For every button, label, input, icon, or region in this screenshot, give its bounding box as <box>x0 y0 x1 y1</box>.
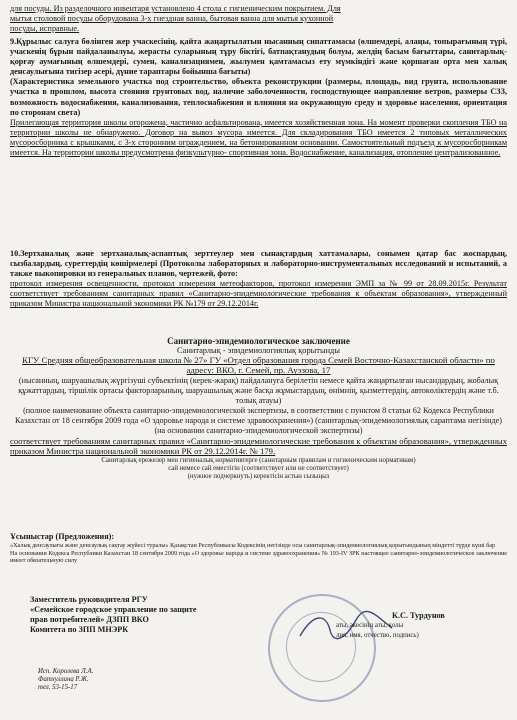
signature-note-1: аты, әкесінің аты, қолы <box>336 622 404 629</box>
top-line-2: мытья столовой посуды оборудована 3-х гнездная ванна, бытовая ванна для мытья кухонной <box>10 14 334 24</box>
ru-note: (полное наименование объекта санитарно-эпидемиологической экспертизы, в соответствии с пунктом 8 статьи 62 Кодекса Республики Казахстан от 18 сентября 2009 года «О здоровье народа и системе здравоохранения») (санитарлық-эпидемиологиялық сараптама негізінде) (на основании санитарно-эпидемиологической экспертизы) <box>14 406 503 436</box>
footer-executor-2: Фатхуллина Р.Ж. <box>38 676 89 684</box>
section-9-text: Прилегающая территория школы огорожена, частично асфальтирована, имеется хозяйственная зона. На момент проверки скопления ТБО на территории школы не обнаружено. Договор на вывоз мусора имеется. Для складирования ТБО имеется 2 типовых металлических мусоросборника с крышками, с 3-х сторонним ограждением, на бетонированном основании. Самостоятельный подъезд к мусоросборникам имеется. На территории школы предусмотрена физкультурно- спортивная зона. Водоснабжение, канализация, отопление централизованное. <box>10 117 507 158</box>
top-line-3: посуды, исправные. <box>10 24 80 34</box>
signer-name: К.С. Турдунов <box>392 611 445 620</box>
top-paragraph <box>10 4 507 34</box>
footer-block <box>38 668 93 693</box>
norm-line-2: сай немесе сай еместігін (соответствует или не соответствует) <box>168 464 349 472</box>
conclusion-title: Санитарно-эпидемиологическое заключение <box>167 336 350 346</box>
norm-line-1: Санитарлық ережелер мен гигиеналық нормативтерге (санитарным правилам и гигиеническим нормативам) <box>101 456 416 464</box>
proposals-block <box>10 532 507 565</box>
signer-position-1: Заместитель руководителя РГУ <box>30 595 148 604</box>
conclusion-block <box>10 336 507 481</box>
proposals-line-1: «Халық денсаулығы және денсаулық сақтау жүйесі туралы» Қазақстан Республикасы Кодексінің негізінде осы санитарлық-эпидемиологиялық қорытындының міндетті түрде күші бар <box>10 542 496 550</box>
section-9 <box>10 37 507 158</box>
footer-phone: тел. 53-15-17 <box>38 684 78 692</box>
signer-position-4: Комитета по ЗПП МНЭРК <box>30 625 129 635</box>
footer-executor: Исп. Королева Л.А. <box>38 668 94 675</box>
result-text: соответствует требованиям санитарных правил «Санитарно-эпидемиологические требования к объектам образования», утвержденных приказом Министра национальной экономики РК от 29.12.2014г. № 179. <box>10 436 507 457</box>
signer-position-2: «Семейское городское управление по защите <box>30 605 197 615</box>
section-10-text: протокол измерения освещенности, протокол измерения метеофакторов, протокол измерения ЭМП за № 99 от 28.09.2015г. Результат соответствует требованиям санитарных правил «Санитарно-эпидемиологические требования к объектам образования», утвержденный приказом Министра национальной экономики РК №179 от 29.12.2014г. <box>10 279 507 309</box>
section-9-ru: (Характеристика земельного участка под строительство, объекта реконструкции (размеры, площадь, вид грунта, использование участка в прошлом, высота стояния грунтовых вод, наличие заболоченности, господствующее направление ветров, размеры СЗЗ, возможность водоснабжения, канализования, теплоснабжения и влияния на окружающую среду и здоровье населения, ориентация по сторонам света) <box>10 77 507 117</box>
kaz-note: (нысанның, шаруашылық жүргізуші субъектінің (керек-жарақ) пайдалануға берілетін немесе қайта жаңартылған нысандардың, жобалық құжаттардың, тіршілік ортасы факторларының, шаруашылық және басқа жұмыстардың, өнімнің, қызметтердің, автокөліктердің және т.б. толық атауы) <box>18 375 499 405</box>
signer-position-3: прав потребителей» ДЗПП ВКО <box>30 615 149 625</box>
proposals-line-2: На основании Кодекса Республики Казахстан 18 сентября 2009 года «О здоровье народа и системе здравоохранения» № 193-IV ЗРК настоящее санитарно-эпидемиологическое заключение имеет обязательную силу <box>10 549 507 565</box>
object-name: КГУ Средняя общеобразовательная школа № 27» ГУ «Отдел образования города Семей Восточно-Казахстанской области» по адресу: ВКО, г. Семей, пр. Ауэзова, 17 <box>22 355 495 376</box>
signature-block <box>30 595 280 635</box>
proposals-title: Ұсыныстар (Предложения): <box>10 532 115 541</box>
top-line-1: для посуды. Из разделочного инвентаря установлено 4 стола с гигиеническим покрытием. Для <box>10 4 341 13</box>
norm-line-3: (нужное подчеркнуть) керектісін астын сызыңыз <box>187 472 330 480</box>
section-10-title: 10.Зертханалық және зертханалық-аспаптық зерттеулер мен сынақтардың хаттамалары, сонымен қатар бас жоспардың, сызбалардың, суреттердің көшірмелері (Протоколы лабораторных и лабораторно-инструментальных исследований и испытаний, а также выкопировки из генеральных планов, чертежей, фото: <box>10 249 507 279</box>
section-10 <box>10 249 507 310</box>
section-9-title: 9.Құрылыс салуға бөлінген жер учаскесінің, қайта жаңартылатын нысанның сипаттамасы (өлшемдері, алаңы, топырағының түрі, учаскенің бұрын пайдаланылуы, жерасты суларының тұру біктігі, батпақтанудың болуы, желдің басым бағыттары, санитарлық-қорғау аумағының өлшемдері, сумен, канализациямен, жылумен қамтамасыз ету мүмкіндігі және қоршаған орта мен халық денсаулығына тигізер әсері, дүние тараптары бойынша бағыты) <box>10 37 507 77</box>
conclusion-subtitle: Санитарлық - эпидемиологиялық қорытынды <box>177 346 340 355</box>
signature-note-2: лия, имя, отчество, подпись) <box>336 632 419 639</box>
